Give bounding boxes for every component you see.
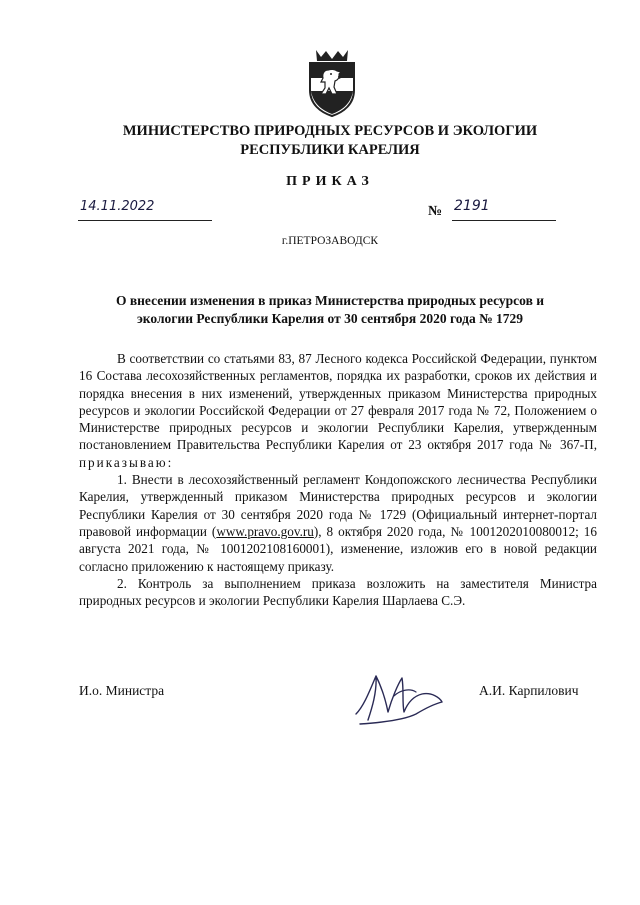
document-type-title: ПРИКАЗ	[286, 174, 374, 189]
item-1-text-start: 1. Внести в лесохозяйственный регламент Кондопожского лесничества Республики Карелия, утвержденный приказом Министерства природных ресурсов и экологии Республики Карелия от 30 сентября 2020 года № 1729 (Официальный интернет-портал правовой информации (	[79, 472, 597, 539]
ministry-name	[40, 122, 620, 160]
item-1-paragraph	[79, 471, 597, 575]
order-word: приказываю:	[79, 454, 174, 470]
handwritten-number: 2191	[454, 198, 490, 214]
karelia-coat-of-arms-icon	[304, 48, 360, 118]
ministry-line-2: РЕСПУБЛИКИ КАРЕЛИЯ	[240, 142, 420, 158]
number-label: №	[428, 204, 443, 219]
ministry-line-1: МИНИСТЕРСТВО ПРИРОДНЫХ РЕСУРСОВ И ЭКОЛОГИИ	[122, 123, 538, 139]
subject-line-2: экологии Республики Карелия от 30 сентября 2020 года № 1729	[136, 311, 524, 326]
number-field	[452, 200, 556, 221]
item-2-paragraph: 2. Контроль за выполнением приказа возложить на заместителя Министра природных ресурсов и экологии Республики Карелия Шарлаева С.Э.	[79, 575, 597, 609]
preamble-text: В соответствии со статьями 83, 87 Лесного кодекса Российской Федерации, пунктом 16 Состава лесохозяйственных регламентов, порядка их разработки, сроков их действия и порядка внесения в них изменений, утвержденных приказом Министерства природных ресурсов и экологии Российской Федерации от 27 февраля 2017 года № 72, Положением о Министерстве природных ресурсов и экологии Республики Карелия, утвержденным постановлением Правительства Республики Карелия от 23 октября 2017 года № 367-П,	[79, 351, 597, 453]
pravo-link[interactable]: www.pravo.gov.ru	[216, 523, 314, 539]
date-field	[78, 200, 212, 221]
signatory-name: А.И. Карпилович	[479, 683, 579, 698]
order-body	[79, 350, 597, 609]
item-1-text-end: ), 8 октября 2020 года, № 1001202010080012; 16 августа 2021 года, № 1001202108160001), изменение, изложив его в новой редакции согласно приложению к настоящему приказу.	[79, 523, 597, 574]
handwritten-signature	[342, 668, 462, 728]
signatory-role: И.о. Министра	[79, 683, 165, 698]
subject-line-1: О внесении изменения в приказ Министерства природных ресурсов и	[115, 293, 545, 308]
city-line: г.ПЕТРОЗАВОДСК	[281, 235, 379, 247]
handwritten-date: 14.11.2022	[80, 199, 155, 214]
preamble-paragraph	[79, 350, 597, 471]
order-subject	[60, 292, 600, 328]
